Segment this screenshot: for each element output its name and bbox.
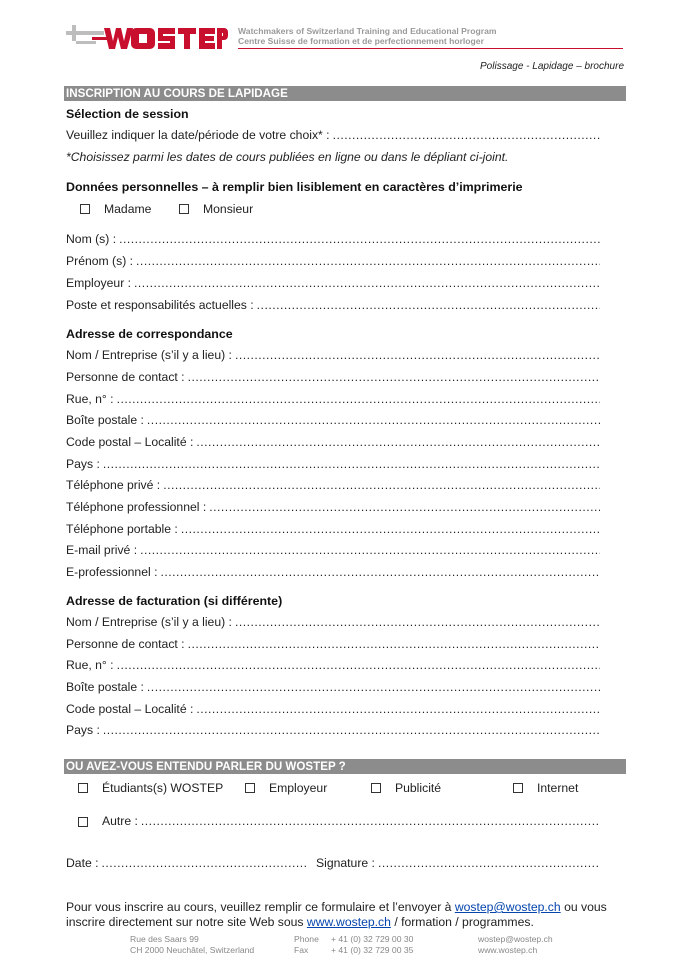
fact-rue-field[interactable] xyxy=(66,658,600,674)
fact-contact-label: Personne de contact : xyxy=(66,637,185,651)
fact-pays-field[interactable] xyxy=(66,723,600,739)
fax-value: + 41 (0) 32 729 00 35 xyxy=(331,944,414,955)
footer-phone-labels xyxy=(294,934,319,955)
etudiants-label: Étudiants(s) WOSTEP xyxy=(102,781,224,795)
wostep-logo xyxy=(66,22,228,52)
footer-instructions xyxy=(66,900,631,930)
publicite-checkbox[interactable] xyxy=(371,783,381,793)
prenom-label: Prénom (s) : xyxy=(66,254,134,268)
autre-label: Autre : xyxy=(102,814,138,828)
corr-boite-field[interactable] xyxy=(66,413,600,429)
tagline-en: Watchmakers of Switzerland Training and Educational Program xyxy=(238,26,497,36)
corr-tel-pro-label: Téléphone professionnel : xyxy=(66,500,207,514)
session-note: *Choisissez parmi les dates de cours publiées en ligne ou dans le dépliant ci-joint. xyxy=(66,150,509,164)
session-heading: Sélection de session xyxy=(66,107,189,121)
address-street: Rue des Saars 99 xyxy=(130,934,199,944)
corr-pays-field[interactable] xyxy=(66,457,600,473)
fact-contact-field[interactable] xyxy=(66,637,600,653)
corr-email-prive-label: E-mail privé : xyxy=(66,543,138,557)
corr-contact-field[interactable] xyxy=(66,370,600,386)
footer-phone-values xyxy=(331,934,413,955)
fact-pays-label: Pays : xyxy=(66,723,100,737)
corr-tel-prive-label: Téléphone privé : xyxy=(66,478,161,492)
prenom-field[interactable] xyxy=(66,254,600,270)
corr-email-pro-field[interactable] xyxy=(66,565,600,581)
option-publicite[interactable] xyxy=(371,781,441,795)
corr-boite-label: Boîte postale : xyxy=(66,413,144,427)
corr-rue-label: Rue, n° : xyxy=(66,392,114,406)
corr-tel-portable-field[interactable] xyxy=(66,522,600,538)
madame-checkbox[interactable] xyxy=(80,204,90,214)
footer-text-3: / formation / programmes. xyxy=(394,915,534,929)
fact-boite-field[interactable] xyxy=(66,680,600,696)
footer-email-link[interactable]: wostep@wostep.ch xyxy=(454,900,561,914)
corr-code-field[interactable] xyxy=(66,435,600,451)
corr-email-prive-field[interactable] xyxy=(66,543,600,559)
poste-field[interactable] xyxy=(66,298,600,314)
fact-nom-entreprise-label: Nom / Entreprise (s’il y a lieu) : xyxy=(66,615,232,629)
employeur-field[interactable] xyxy=(66,276,600,292)
date-field[interactable] xyxy=(66,856,306,872)
signature-label: Signature : xyxy=(316,856,375,870)
autre-field[interactable] xyxy=(102,814,600,830)
session-date-label: Veuillez indiquer la date/période de votre choix* : xyxy=(66,128,330,142)
date-label: Date : xyxy=(66,856,99,870)
nom-field[interactable] xyxy=(66,232,600,248)
option-internet[interactable] xyxy=(513,781,578,795)
internet-checkbox[interactable] xyxy=(513,783,523,793)
footer-contacts xyxy=(478,934,553,955)
nom-label: Nom (s) : xyxy=(66,232,117,246)
billing-heading: Adresse de facturation (si différente) xyxy=(66,594,283,608)
poste-label: Poste et responsabilités actuelles : xyxy=(66,298,254,312)
fact-rue-label: Rue, n° : xyxy=(66,658,114,672)
option-etudiants[interactable] xyxy=(78,781,223,795)
corr-code-label: Code postal – Localité : xyxy=(66,435,194,449)
session-date-field[interactable] xyxy=(66,128,600,144)
corr-tel-portable-label: Téléphone portable : xyxy=(66,522,178,536)
phone-label: Phone xyxy=(294,934,319,944)
option-autre[interactable] xyxy=(78,814,600,830)
option-employeur[interactable] xyxy=(245,781,327,795)
fact-code-field[interactable] xyxy=(66,702,600,718)
employeur-checkbox[interactable] xyxy=(245,783,255,793)
footer-text-2: ou vous inscrire directement sur notre site Web sous xyxy=(66,900,607,929)
publicite-label: Publicité xyxy=(395,781,442,795)
footer-web-link[interactable]: www.wostep.ch xyxy=(306,915,391,929)
footer-email: wostep@wostep.ch xyxy=(478,934,553,944)
header-divider xyxy=(238,48,623,49)
footer-text-1: Pour vous inscrire au cours, veuillez remplir ce formulaire et l’envoyer à xyxy=(66,900,452,914)
corr-pays-label: Pays : xyxy=(66,457,100,471)
header-tagline xyxy=(238,26,497,46)
fact-code-label: Code postal – Localité : xyxy=(66,702,194,716)
monsieur-label: Monsieur xyxy=(203,202,254,216)
corr-nom-entreprise-label: Nom / Entreprise (s’il y a lieu) : xyxy=(66,348,232,362)
corr-tel-pro-field[interactable] xyxy=(66,500,600,516)
employeur-label: Employeur : xyxy=(66,276,132,290)
option-madame[interactable] xyxy=(80,202,151,216)
corr-rue-field[interactable] xyxy=(66,392,600,408)
document-subtitle: Polissage - Lapidage – brochure xyxy=(480,61,624,72)
internet-label: Internet xyxy=(537,781,579,795)
section-bar-source: OU AVEZ-VOUS ENTENDU PARLER DU WOSTEP ? xyxy=(64,759,626,774)
monsieur-checkbox[interactable] xyxy=(179,204,189,214)
etudiants-checkbox[interactable] xyxy=(78,783,88,793)
section-bar-inscription: INSCRIPTION AU COURS DE LAPIDAGE xyxy=(64,86,626,101)
corr-nom-entreprise-field[interactable] xyxy=(66,348,600,364)
corr-contact-label: Personne de contact : xyxy=(66,370,185,384)
phone-value: + 41 (0) 32 729 00 30 xyxy=(331,934,414,944)
correspondence-heading: Adresse de correspondance xyxy=(66,327,233,341)
madame-label: Madame xyxy=(104,202,152,216)
fact-nom-entreprise-field[interactable] xyxy=(66,615,600,631)
option-monsieur[interactable] xyxy=(179,202,253,216)
wostep-logo-icon xyxy=(66,22,228,52)
address-city: CH 2000 Neuchâtel, Switzerland xyxy=(130,944,255,955)
employeur-option-label: Employeur xyxy=(269,781,328,795)
footer-web: www.wostep.ch xyxy=(478,944,538,955)
footer-address xyxy=(130,934,254,955)
tagline-fr: Centre Suisse de formation et de perfectionnement horloger xyxy=(238,36,484,46)
signature-field[interactable] xyxy=(316,856,600,872)
fact-boite-label: Boîte postale : xyxy=(66,680,144,694)
corr-tel-prive-field[interactable] xyxy=(66,478,600,494)
fax-label: Fax xyxy=(294,944,309,955)
personal-data-heading: Données personnelles – à remplir bien lisiblement en caractères d’imprimerie xyxy=(66,180,523,194)
autre-checkbox[interactable] xyxy=(78,817,88,827)
corr-email-pro-label: E-professionnel : xyxy=(66,565,158,579)
